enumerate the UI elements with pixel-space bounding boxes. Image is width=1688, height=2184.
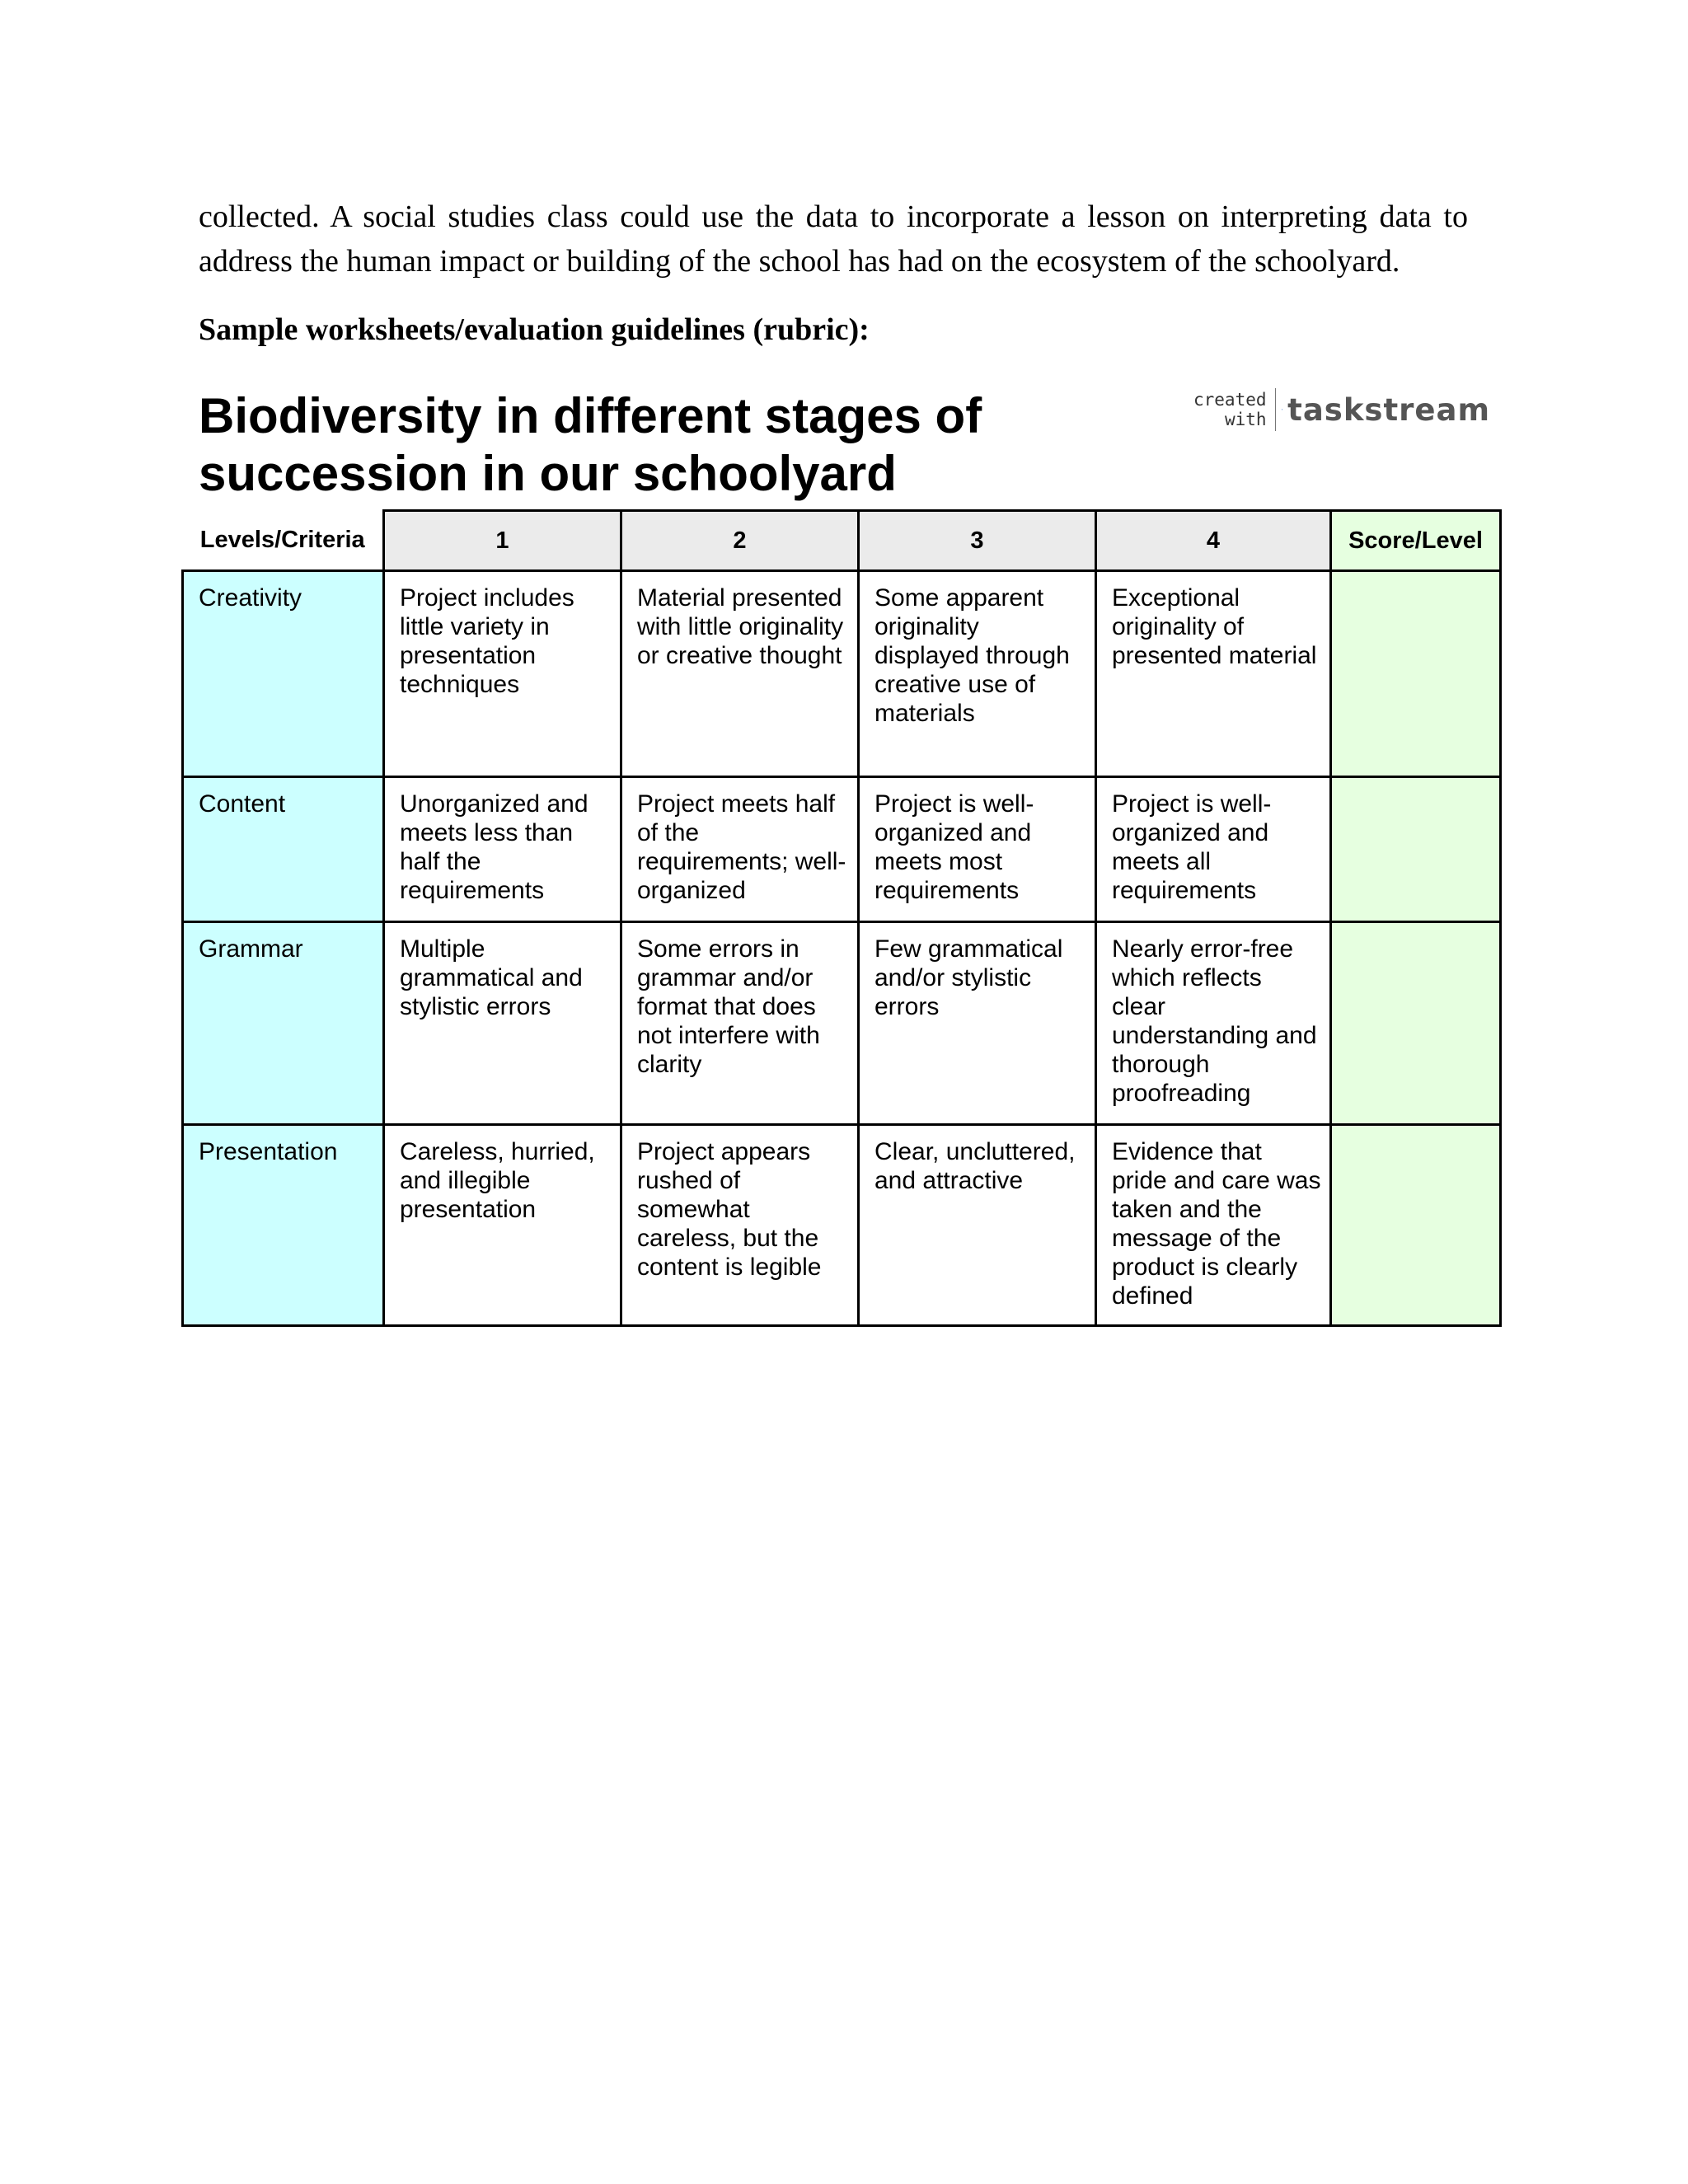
table-cell: Careless, hurried, and illegible presentation <box>384 1125 621 1326</box>
table-cell: Some errors in grammar and/or format that does not interfere with clarity <box>621 922 859 1125</box>
level-3-header: 3 <box>859 511 1096 571</box>
level-2-header: 2 <box>621 511 859 571</box>
rubric-row-creativity <box>183 571 1501 777</box>
criterion-presentation: Presentation <box>183 1125 384 1326</box>
section-heading: Sample worksheets/evaluation guidelines (rubric): <box>199 312 870 347</box>
criterion-creativity: Creativity <box>183 571 384 777</box>
taskstream-logo-icon <box>1282 393 1283 426</box>
table-cell: Project appears rushed of somewhat careless, but the content is legible <box>621 1125 859 1326</box>
table-cell: Material presented with little originality or creative thought <box>621 571 859 777</box>
score-cell-grammar <box>1331 922 1501 1125</box>
rubric-header-row <box>183 511 1501 571</box>
table-cell: Few grammatical and/or stylistic errors <box>859 922 1096 1125</box>
score-cell-creativity <box>1331 571 1501 777</box>
level-1-header: 1 <box>384 511 621 571</box>
table-cell: Multiple grammatical and stylistic errors <box>384 922 621 1125</box>
rubric-row-content <box>183 777 1501 922</box>
table-cell: Exceptional originality of presented material <box>1096 571 1331 777</box>
table-cell: Clear, uncluttered, and attractive <box>859 1125 1096 1326</box>
taskstream-logo <box>1193 386 1490 434</box>
score-level-header: Score/Level <box>1331 511 1501 571</box>
table-cell: Nearly error-free which reflects clear understanding and thorough proofreading <box>1096 922 1331 1125</box>
table-cell: Project meets half of the requirements; well-organized <box>621 777 859 922</box>
rubric-row-grammar <box>183 922 1501 1125</box>
logo-created-with: created with <box>1193 390 1267 429</box>
rubric-row-presentation <box>183 1125 1501 1326</box>
score-cell-content <box>1331 777 1501 922</box>
criterion-grammar: Grammar <box>183 922 384 1125</box>
rubric-table <box>181 509 1502 1327</box>
score-cell-presentation <box>1331 1125 1501 1326</box>
table-cell: Project includes little variety in presentation techniques <box>384 571 621 777</box>
criteria-header: Levels/Criteria <box>183 511 384 571</box>
table-cell: Evidence that pride and care was taken and the message of the product is clearly defined <box>1096 1125 1331 1326</box>
intro-paragraph: collected. A social studies class could use the data to incorporate a lesson on interpreting data to address the human impact or building of the school has had on the ecosystem of the schoolyard. <box>199 199 1468 279</box>
table-cell: Project is well-organized and meets all requirements <box>1096 777 1331 922</box>
criterion-content: Content <box>183 777 384 922</box>
table-cell: Project is well-organized and meets most requirements <box>859 777 1096 922</box>
logo-brand-name: taskstream <box>1287 391 1490 428</box>
table-cell: Unorganized and meets less than half the requirements <box>384 777 621 922</box>
table-cell: Some apparent originality displayed through creative use of materials <box>859 571 1096 777</box>
level-4-header: 4 <box>1096 511 1331 571</box>
rubric-title: Biodiversity in different stages of succession in our schoolyard <box>199 388 982 501</box>
